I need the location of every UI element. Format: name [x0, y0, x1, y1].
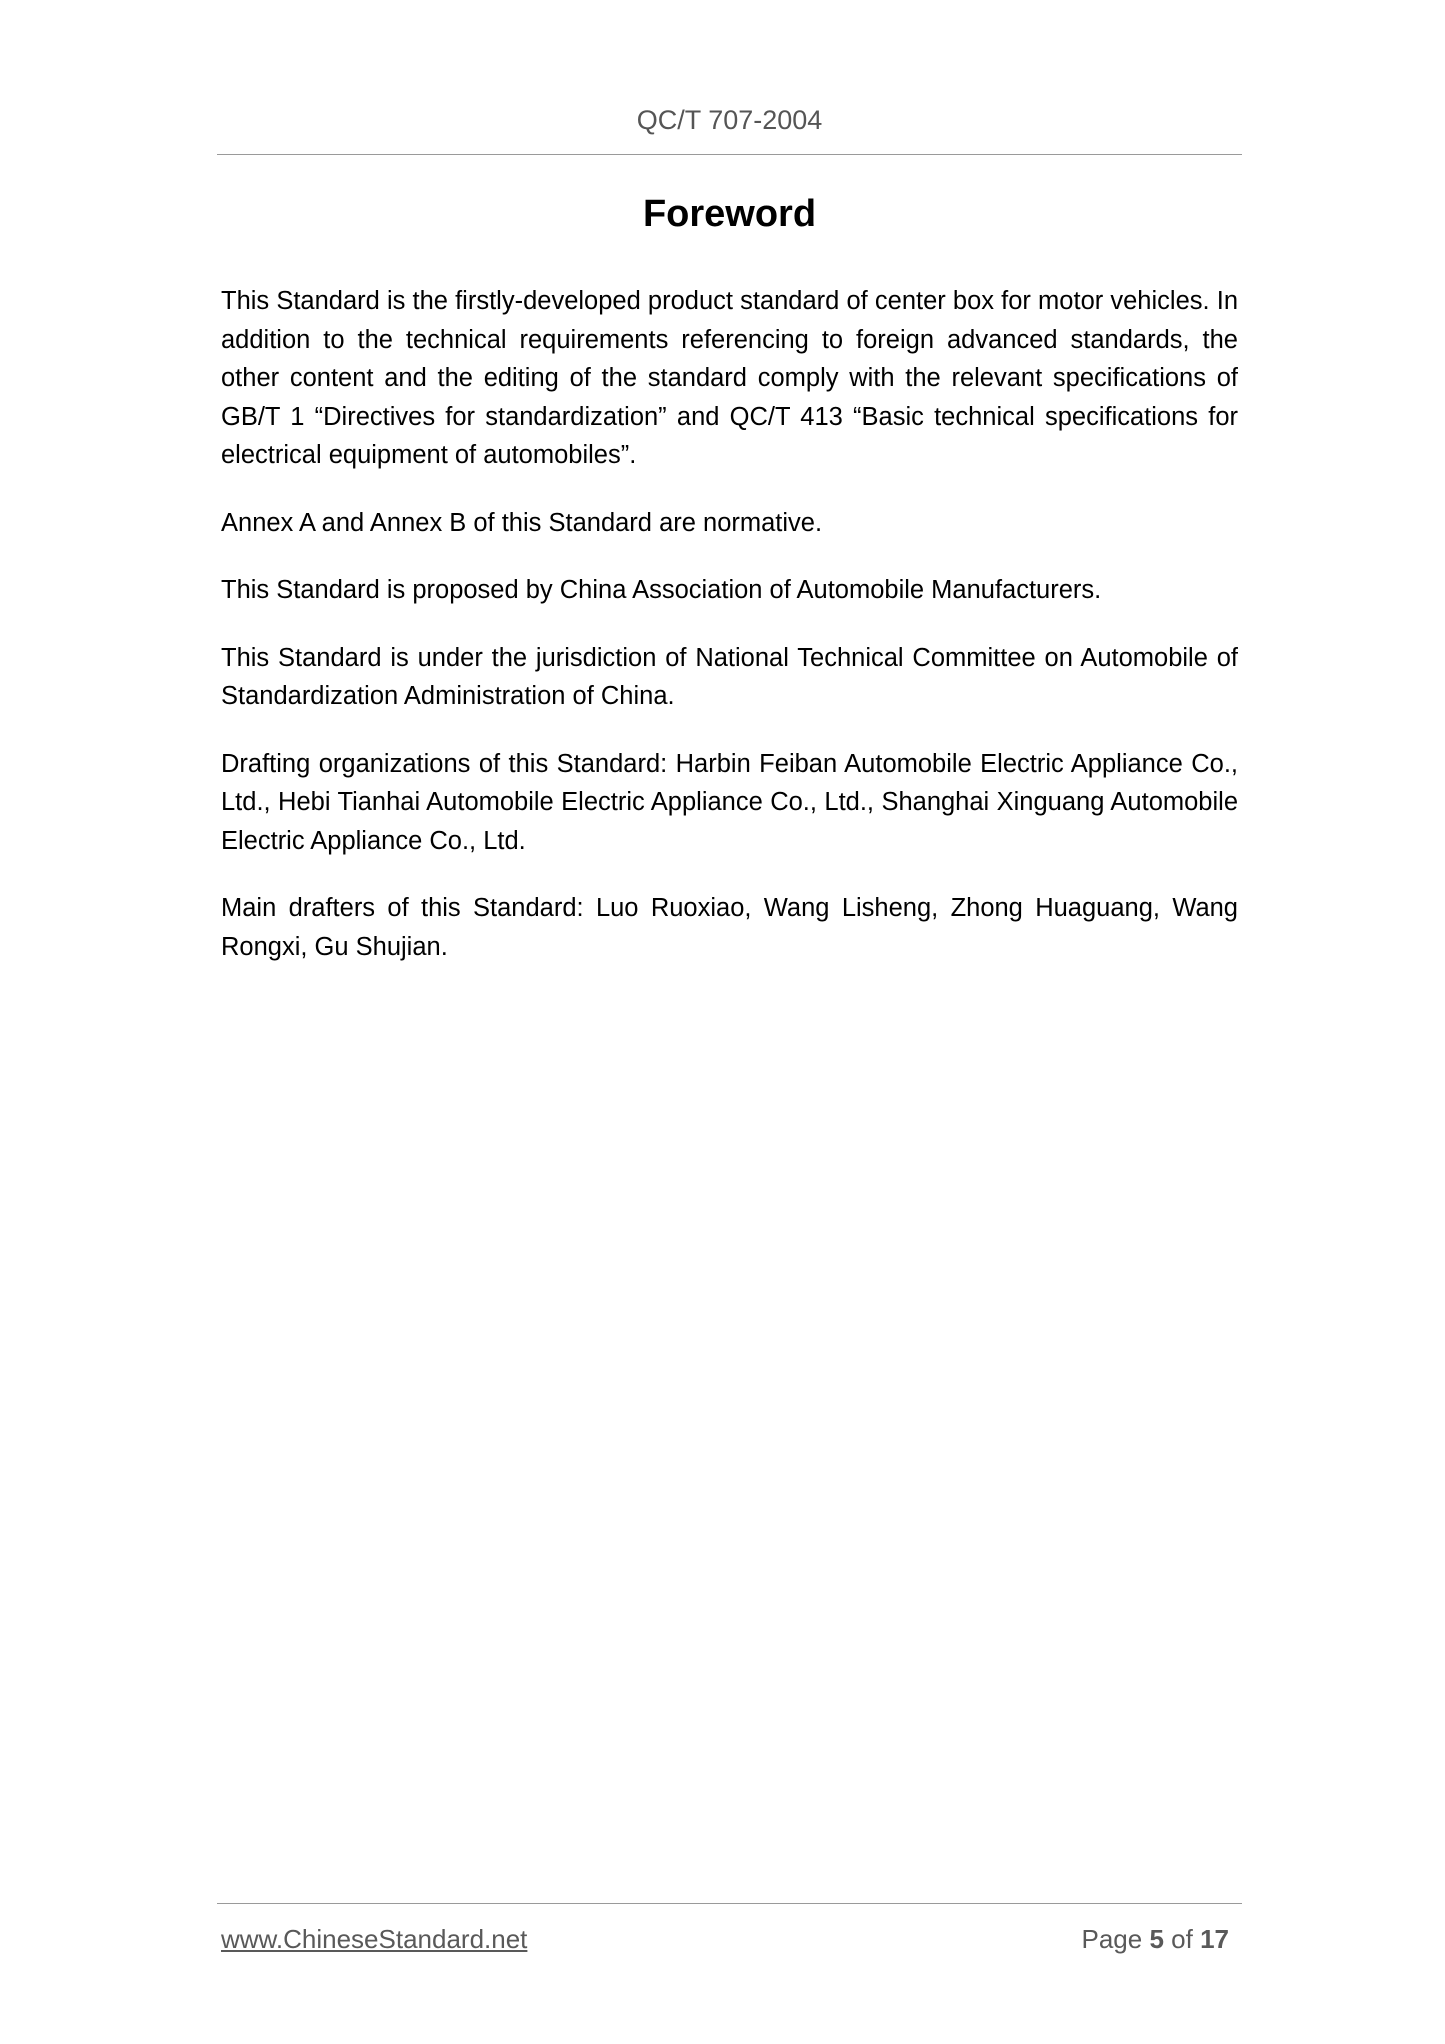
- page-title: Foreword: [642, 193, 817, 235]
- paragraph-annexes: Annex A and Annex B of this Standard are normative.: [221, 508, 823, 537]
- website-link[interactable]: www.ChineseStandard.net: [221, 1924, 528, 1954]
- paragraph-main-drafters: Main drafters of this Standard: Luo Ruoxiao, Wang Lisheng, Zhong Huaguang, Wang Rongxi, Gu Shujian.: [221, 894, 1238, 961]
- paragraph-proposer: This Standard is proposed by China Association of Automobile Manufacturers.: [221, 576, 1102, 604]
- paragraph-scope: This Standard is the firstly-developed product standard of center box for motor vehicles. In addition to the technical requirements referencing to foreign advanced standards, the other content and the editing of the standard comply with the relevant specifications of GB/T 1 “Directives for standardization” and QC/T 413 “Basic technical specifications for electrical equipment of automobiles”.: [221, 287, 1238, 469]
- page-total: 17: [1200, 1924, 1229, 1954]
- page-footer: [221, 1922, 1229, 1956]
- page-number: [1081, 1922, 1229, 1956]
- paragraph-drafting-organizations: Drafting organizations of this Standard: Harbin Feiban Automobile Electric Appliance Co., Ltd., Hebi Tianhai Automobile Electric Appliance Co., Ltd., Shanghai Xinguang Automobile Electric Appliance Co., Ltd.: [221, 749, 1238, 855]
- foreword-body: [221, 282, 1238, 995]
- page-of: of: [1171, 1924, 1193, 1954]
- page-header-doc-code: QC/T 707-2004: [636, 105, 823, 135]
- footer-divider: [217, 1903, 1242, 1904]
- page-prefix: Page: [1081, 1924, 1143, 1954]
- page-current: 5: [1149, 1924, 1164, 1954]
- header-divider: [217, 154, 1242, 155]
- paragraph-jurisdiction: This Standard is under the jurisdiction of National Technical Committee on Automobile of Standardization Administration of China.: [221, 643, 1238, 710]
